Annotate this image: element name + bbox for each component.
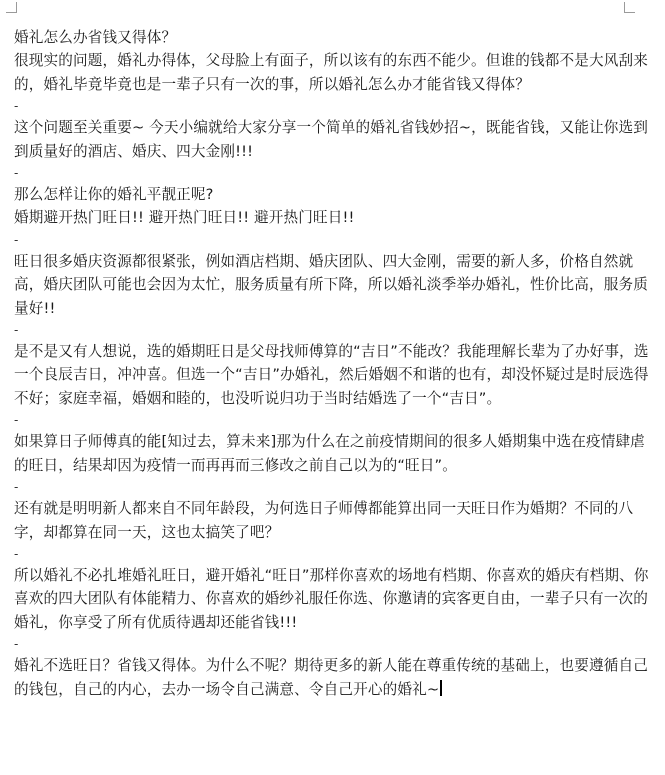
separator-line: - [14,166,19,181]
paragraph-last-text: 婚礼不选旺日？省钱又得体。为什么不呢？期待更多的新人能在尊重传统的基础上，也要遵循自己的钱包，自己的内心，去办一场令自己满意、令自己开心的婚礼~ [14,657,648,698]
separator-line: - [14,480,19,495]
text-cursor [440,680,442,696]
paragraph: 如果算日子师傅真的能[知过去，算未来]那为什么在之前疫情期间的很多人婚期集中选在疫情肆虐的旺日，结果却因为疫情一而再再而三修改之前自己以为的“旺日”。 [14,433,645,474]
page-corner-mark-right [624,2,635,13]
paragraph-title: 婚礼怎么办省钱又得体？ [14,29,177,46]
page-corner-mark-left [6,2,17,13]
paragraph: 那么怎样让你的婚礼平靓正呢? [14,186,214,204]
document-body[interactable] [14,26,654,701]
paragraph: 这个问题至关重要~ 今天小编就给大家分享一个简单的婚礼省钱妙招~，既能省钱，又能让你选到到质量好的酒店、婚庆、四大金刚!!! [14,119,649,160]
paragraph: 还有就是明明新人都来自不同年龄段，为何选日子师傅都能算出同一天旺日作为婚期？不同的八字，却都算在同一天，这也太搞笑了吧？ [14,500,634,541]
separator-line: - [14,413,19,428]
paragraph: 所以婚礼不必扎堆婚礼旺日，避开婚礼“旺日”那样你喜欢的场地有档期、你喜欢的婚庆有档期、你喜欢的四大团队有体能精力、你喜欢的婚纱礼服任你选、你邀请的宾客更自由，一辈子只有一次的婚礼，你享受了所有优质待遇却还能省钱!!! [14,566,649,631]
paragraph: 婚期避开热门旺日!! 避开热门旺日!! 避开热门旺日!! [14,209,355,227]
separator-line: - [14,232,19,247]
separator-line: - [14,546,19,561]
paragraph: 很现实的问题，婚礼办得体，父母脸上有面子，所以该有的东西不能少。但谁的钱都不是大风刮来的，婚礼毕竟毕竟也是一辈子只有一次的事，所以婚礼怎么办才能省钱又得体？ [14,52,648,93]
separator-line: - [14,637,19,652]
paragraph: 旺日很多婚庆资源都很紧张，例如酒店档期、婚庆团队、四大金刚，需要的新人多，价格自然就高，婚庆团队可能也会因为太忙，服务质量有所下降，所以婚礼淡季举办婚礼，性价比高，服务质量好!! [14,252,648,317]
separator-line: - [14,323,19,338]
paragraph-last [14,654,654,701]
paragraph: 是不是又有人想说，选的婚期旺日是父母找师傅算的“吉日”不能改？我能理解长辈为了办好事，选一个良辰吉日，冲冲喜。但选一个“吉日”办婚礼，然后婚姻不和谐的也有，却没怀疑过是时辰选得不好；家庭幸福，婚姻和睦的，也没听说归功于当时结婚选了一个“吉日”。 [14,343,649,407]
separator-line: - [14,99,19,114]
